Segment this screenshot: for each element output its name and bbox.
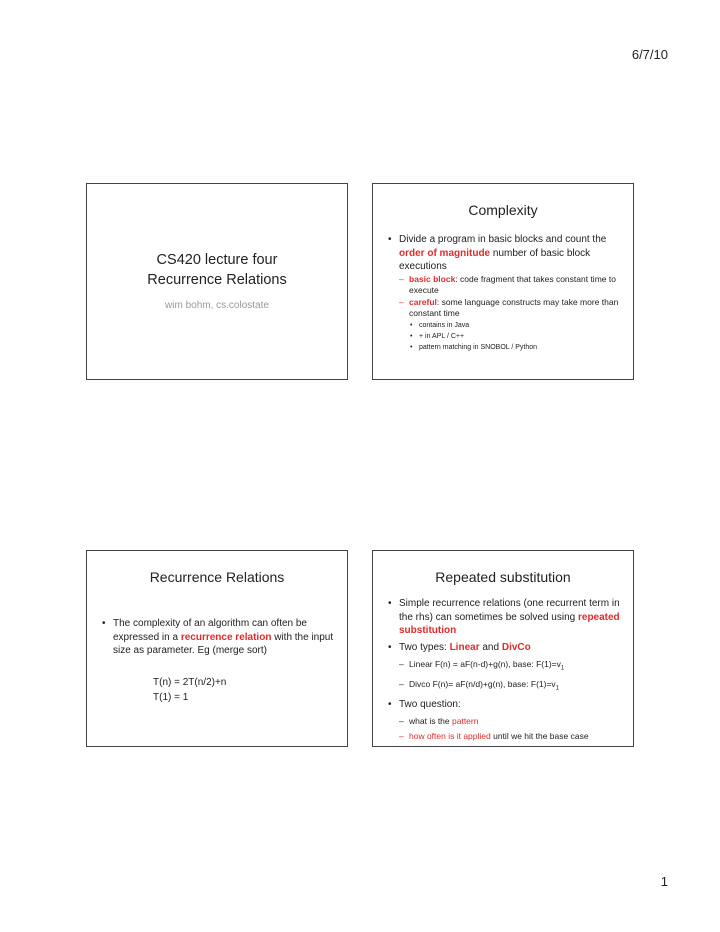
bullet-text: with the input size as parameter. Eg (merge sort) [113, 631, 334, 656]
slide-repeated-substitution [372, 550, 634, 747]
header-date: 6/7/10 [631, 47, 668, 62]
slide-title: Complexity [468, 202, 538, 218]
bullet-item [385, 597, 623, 638]
highlight-text: careful [409, 296, 437, 307]
highlight-text: order of magnitude [399, 247, 491, 259]
bullet-text: Simple recurrence relations (one recurrent term in the rhs) can sometimes be solved using [399, 598, 620, 623]
bullet-text: number of basic block executions [399, 247, 591, 272]
author-line: wim bohm, cs.colostate [165, 300, 269, 311]
equation-recursive: T(n) = 2T(n/2)+n [153, 676, 227, 688]
slide-title: Recurrence Relations [149, 569, 285, 585]
sub-bullet-item [399, 729, 623, 744]
sub-bullet-item [399, 274, 623, 297]
nested-item: • + in APL / C++ [409, 331, 623, 342]
highlight-text: recurrence relation [180, 631, 272, 643]
slide-title [86, 183, 348, 380]
slide-content [385, 233, 623, 353]
subscript: 1 [555, 685, 560, 692]
sub-bullet-text: : some language constructs may take more than constant time [409, 296, 619, 318]
highlight-text: pattern [452, 715, 479, 726]
bullet-text: Two types: [399, 641, 450, 653]
bullet-item [385, 641, 623, 697]
highlight-text: basic block [409, 273, 456, 284]
nested-item: • pattern matching in SNOBOL / Python [409, 342, 623, 353]
subscript: 1 [560, 665, 565, 672]
highlight-text: repeated substitution [399, 611, 620, 636]
sub-bullet-item [399, 714, 623, 729]
title-block [87, 250, 347, 311]
bullet-text: Two question: [399, 699, 461, 711]
lecture-subject: Recurrence Relations [147, 272, 287, 288]
bullet-text: The complexity of an algorithm can often be expressed in a [113, 618, 307, 643]
sub-bullet-text: Linear F(n) = aF(n-d)+g(n), base: F(1)=v [409, 659, 561, 669]
equation-base: T(1) = 1 [153, 691, 189, 703]
bullet-item [385, 698, 623, 744]
bullet-item [385, 233, 623, 353]
slide-content [385, 597, 623, 744]
bullet-text: Divide a program in basic blocks and count the [399, 234, 607, 245]
sub-bullet-text: Divco F(n)= aF(n/d)+g(n), base: F(1)=v [409, 678, 556, 689]
slide-content [99, 617, 337, 705]
sub-bullet-text: until we hit the base case [490, 730, 589, 741]
highlight-text: Linear [449, 641, 480, 653]
sub-bullet-item [399, 657, 623, 677]
highlight-text: DivCo [501, 641, 531, 653]
sub-bullet-item [399, 677, 623, 697]
slide-recurrence-relations [86, 550, 348, 747]
sub-bullet-text: : code fragment that takes constant time to execute [409, 273, 616, 295]
bullet-text: and [479, 641, 502, 653]
highlight-text: how often is it applied [409, 730, 491, 741]
sub-bullet-text: what is the [409, 715, 452, 726]
lecture-title: CS420 lecture four [156, 252, 278, 268]
bullet-item [99, 617, 337, 658]
sub-bullet-item [399, 297, 623, 353]
slide-complexity [372, 183, 634, 380]
slide-title: Repeated substitution [435, 569, 571, 585]
page-number: 1 [660, 874, 668, 889]
nested-item: • contains in Java [409, 320, 623, 331]
